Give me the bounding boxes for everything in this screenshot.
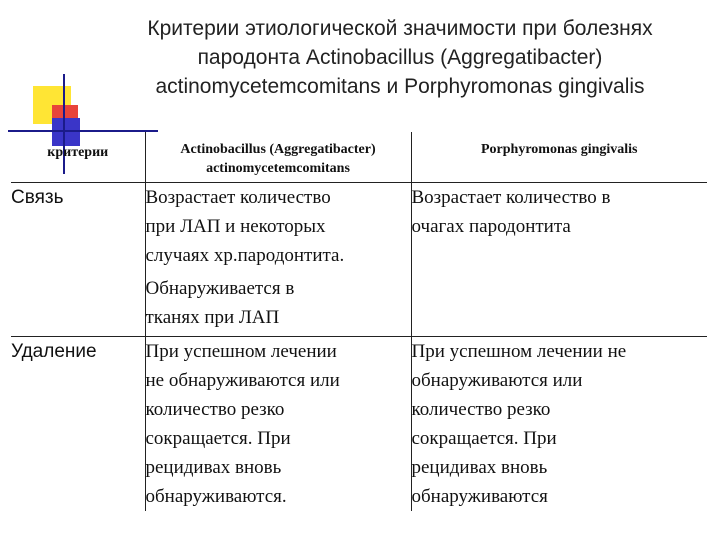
table-header-row — [11, 132, 707, 183]
cell-porphyromonas — [411, 337, 707, 512]
header-porphyromonas-label: Porphyromonas gingivalis — [481, 142, 638, 157]
cell-porphyromonas — [411, 183, 707, 337]
row-label: Удаление — [11, 337, 145, 512]
title-line-1: Критерии этиологической значимости при болезнях — [147, 17, 653, 40]
title-line-2: пародонта Actinobacillus (Aggregatibacter) — [197, 46, 603, 69]
table-row — [11, 183, 707, 337]
cell-actinobacillus — [145, 183, 411, 337]
table-row — [11, 337, 707, 512]
cell-text: Обнаруживается в тканях при ЛАП — [145, 278, 295, 328]
header-actinobacillus — [145, 132, 411, 183]
header-criteria — [11, 132, 145, 183]
header-porphyromonas — [411, 132, 707, 183]
criteria-table — [11, 132, 707, 511]
slide-title — [110, 14, 690, 101]
cell-text: Возрастает количество в очагах пародонтита — [411, 187, 611, 237]
cell-actinobacillus — [145, 337, 411, 512]
header-actinobacillus-line-1: Actinobacillus (Aggregatibacter) — [180, 142, 376, 157]
cell-text: При успешном лечении не обнаруживаются или количество резко сокращается. При рецидивах вновь обнаруживаются. — [145, 341, 340, 507]
row-label: Связь — [11, 183, 145, 337]
cell-text: Возрастает количество при ЛАП и некоторых случаях хр.пародонтита. — [145, 187, 345, 266]
header-actinobacillus-line-2: actinomycetemcomitans — [206, 161, 350, 176]
cell-text: При успешном лечении не обнаруживаются или количество резко сокращается. При рецидивах вновь обнаруживаются — [411, 341, 627, 507]
title-line-3: actinomycetemcomitans и Porphyromonas gingivalis — [155, 75, 645, 98]
header-criteria-label: критерии — [47, 145, 109, 160]
